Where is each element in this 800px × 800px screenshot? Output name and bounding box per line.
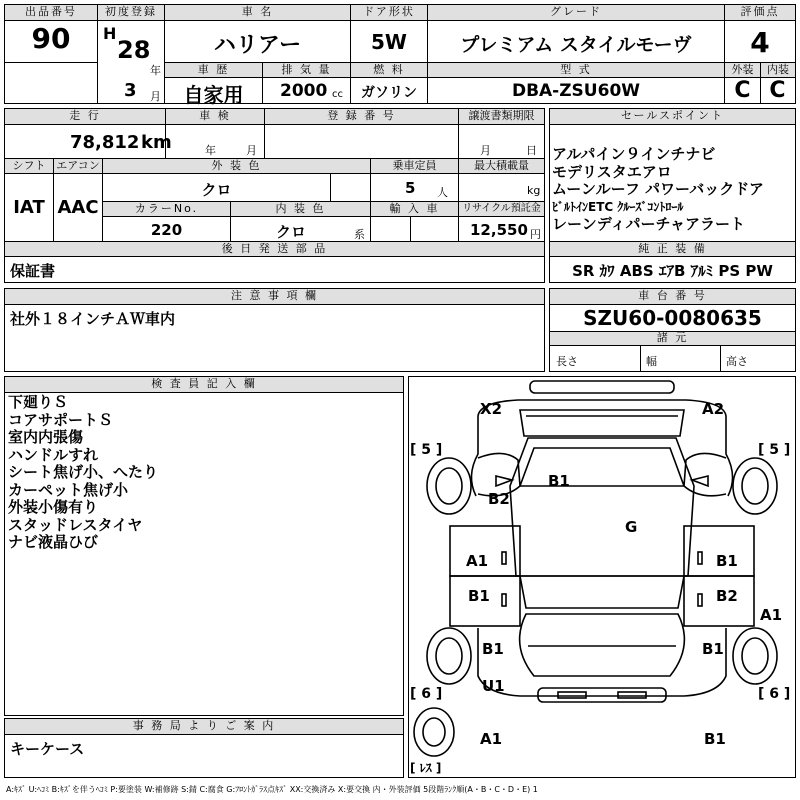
era: H — [103, 24, 117, 43]
history-label: 車 歴 — [165, 63, 262, 78]
equipment-label: 純 正 装 備 — [550, 242, 795, 257]
chassis-number: SZU60-0080635 — [583, 306, 762, 330]
tire-fl-depth: [ 5 ] — [410, 442, 443, 458]
mileage: 78,812 — [70, 132, 140, 153]
reg-year: 28 — [117, 36, 151, 64]
later-parts: 保証書 — [10, 262, 56, 280]
transfer-month-unit: 月 — [480, 144, 491, 157]
mark-right-b2: B2 — [716, 587, 738, 605]
grade-label: グレード — [428, 5, 724, 21]
model: DBA-ZSU60W — [511, 81, 641, 101]
equipment: SR ｶﾜ ABS ｴｱB ｱﾙﾐ PS PW — [572, 262, 773, 280]
dim-height: 高さ — [726, 355, 748, 368]
score-label: 評価点 — [725, 5, 795, 21]
grade: プレミアム スタイルモーヴ — [460, 34, 692, 56]
mark-rear-right-b1: B1 — [702, 640, 724, 658]
shift-label: シフト — [5, 159, 53, 174]
inspector-note: コアサポートＳ — [8, 410, 114, 429]
spare-tire-icon — [414, 708, 454, 756]
lot-number: 90 — [31, 22, 71, 55]
mark-x2: X2 — [480, 400, 503, 418]
recycle-unit: 円 — [530, 228, 541, 241]
load-label: 最大積載量 — [459, 159, 544, 174]
capacity-unit: 人 — [437, 186, 448, 199]
color-no-label: カラーNo. — [103, 202, 230, 217]
displacement-label: 排 気 量 — [263, 63, 350, 78]
capacity-label: 乗車定員 — [371, 159, 458, 174]
dim-width: 幅 — [646, 355, 657, 368]
sales-point: レーンディパーチャアラート — [552, 215, 746, 233]
displacement: 2000 — [280, 81, 328, 101]
tire-rear-right-icon — [733, 628, 777, 684]
trunk-shape — [520, 614, 685, 676]
history: 自家用 — [183, 83, 244, 107]
inspector-note: ナビ液晶ひび — [8, 533, 99, 551]
hood-shape — [520, 410, 684, 436]
mark-u1: U1 — [482, 677, 505, 695]
exterior-score: C — [734, 78, 751, 103]
sales-point: ﾋﾞﾙﾄｲﾝETC ｸﾙｰｽﾞｺﾝﾄﾛｰﾙ — [552, 199, 684, 214]
front-bumper-shape — [530, 381, 674, 393]
car-name: ハリアー — [213, 33, 302, 58]
inspector-note: 下廻りＳ — [8, 393, 69, 411]
tire-rl-depth: [ 6 ] — [410, 686, 443, 702]
inspection-label: 車 検 — [166, 109, 264, 125]
shift: IAT — [13, 197, 45, 218]
recycle-label: リサイクル預託金 — [459, 202, 544, 217]
mark-a2: A2 — [702, 400, 725, 418]
car-name-label: 車 名 — [165, 5, 350, 21]
inspector-notes — [8, 394, 158, 552]
dim-length: 長さ — [556, 355, 578, 368]
load-unit: kg — [527, 184, 541, 197]
transfer-day-unit: 日 — [526, 144, 537, 157]
roof-shape — [510, 438, 694, 576]
sales-label: セールスポイント — [550, 109, 795, 125]
int-color-unit: 系 — [354, 228, 365, 241]
insp-month-unit: 月 — [246, 144, 257, 157]
mark-right-a1: A1 — [760, 606, 783, 624]
sales-point: アルパイン９インチナビ — [552, 145, 716, 163]
mark-left-b2: B2 — [488, 490, 510, 508]
mark-g: G — [625, 518, 638, 536]
tire-rr-depth: [ 6 ] — [758, 686, 791, 702]
office-label: 事 務 局 よ り ご 案 内 — [5, 719, 403, 735]
dims-label: 諸 元 — [550, 332, 795, 346]
sales-point: モデリスタエアロ — [552, 162, 672, 181]
inspector-label: 検 査 員 記 入 欄 — [5, 377, 403, 393]
score: 4 — [750, 26, 770, 59]
mark-left-b1: B1 — [468, 587, 490, 605]
later-parts-label: 後 日 発 送 部 品 — [5, 242, 544, 257]
chassis-label: 車 台 番 号 — [550, 289, 795, 305]
notes-label: 注 意 事 項 欄 — [5, 289, 544, 305]
month-unit: 月 — [150, 90, 161, 103]
mark-rear-left-b1: B1 — [482, 640, 504, 658]
transfer-label: 譲渡書類期限 — [459, 109, 544, 125]
sales-point: ムーンルーフ パワーバックドア — [552, 180, 764, 198]
fuel-label: 燃 料 — [351, 63, 427, 78]
door-type: 5W — [371, 30, 407, 54]
inspector-note: スタッドレスタイヤ — [8, 515, 143, 534]
inspector-note: カーペット焦げ小 — [8, 480, 129, 499]
sales-points-list — [552, 146, 764, 234]
inspector-note: 外装小傷有り — [8, 498, 99, 516]
tire-front-left-icon — [427, 458, 471, 514]
mark-rear-b1: B1 — [704, 730, 726, 748]
int-color: クロ — [275, 223, 306, 241]
mileage-label: 走 行 — [5, 109, 165, 125]
mileage-unit: km — [141, 132, 172, 153]
capacity: 5 — [405, 179, 416, 197]
lot-label: 出品番号 — [5, 5, 97, 21]
first-reg-label: 初度登録 — [98, 5, 164, 21]
int-color-label: 内 装 色 — [231, 202, 370, 217]
fuel: ガソリン — [361, 85, 417, 101]
interior-label: 内装 — [760, 63, 795, 78]
interior-score: C — [769, 78, 786, 103]
import-label: 輸 入 車 — [371, 202, 458, 217]
ext-color-label: 外 装 色 — [103, 159, 370, 174]
recycle: 12,550 — [470, 221, 528, 239]
model-label: 型 式 — [428, 63, 724, 78]
inspector-note: ハンドルすれ — [8, 445, 99, 464]
mark-right-b1: B1 — [716, 552, 738, 570]
car-diagram — [408, 376, 796, 778]
tire-fr-depth: [ 5 ] — [758, 442, 791, 458]
year-unit: 年 — [150, 64, 161, 77]
ext-color: クロ — [201, 181, 232, 199]
ac-label: エアコン — [54, 159, 102, 174]
exterior-label: 外装 — [725, 63, 760, 78]
office-text: キーケース — [10, 740, 85, 758]
mark-roof-b1: B1 — [548, 472, 570, 490]
inspector-note: 室内内張傷 — [8, 428, 84, 446]
insp-year-unit: 年 — [205, 144, 216, 157]
spare-label: [ ﾚｽ ] — [410, 761, 442, 775]
displacement-unit: cc — [332, 89, 343, 100]
plate-label: 登 録 番 号 — [265, 109, 458, 125]
door-label: ドア形状 — [351, 5, 427, 21]
reg-month: 3 — [124, 80, 137, 101]
legend: A:ｷｽﾞ U:ﾍｺﾐ B:ｷｽﾞを伴うﾍｺﾐ P:要塗装 W:補修跡 S:錆 C:腐食 G:ﾌﾛﾝﾄｶﾞﾗｽ点ｷｽﾞ XX:交換済み X:要交換 内・外装評価 5段階ﾗﾝｸ順(A・B・C・D・E) 1 — [6, 785, 538, 794]
tire-rear-left-icon — [427, 628, 471, 684]
mark-left-a1: A1 — [466, 552, 489, 570]
color-no: 220 — [150, 221, 183, 239]
ac: AAC — [57, 197, 99, 218]
mark-rear-a1: A1 — [480, 730, 503, 748]
inspector-note: シート焦げ小、へたり — [8, 463, 159, 481]
notes-text: 社外１８インチＡＷ車内 — [10, 310, 176, 328]
rear-glass-shape — [520, 576, 684, 608]
tire-front-right-icon — [733, 458, 777, 514]
